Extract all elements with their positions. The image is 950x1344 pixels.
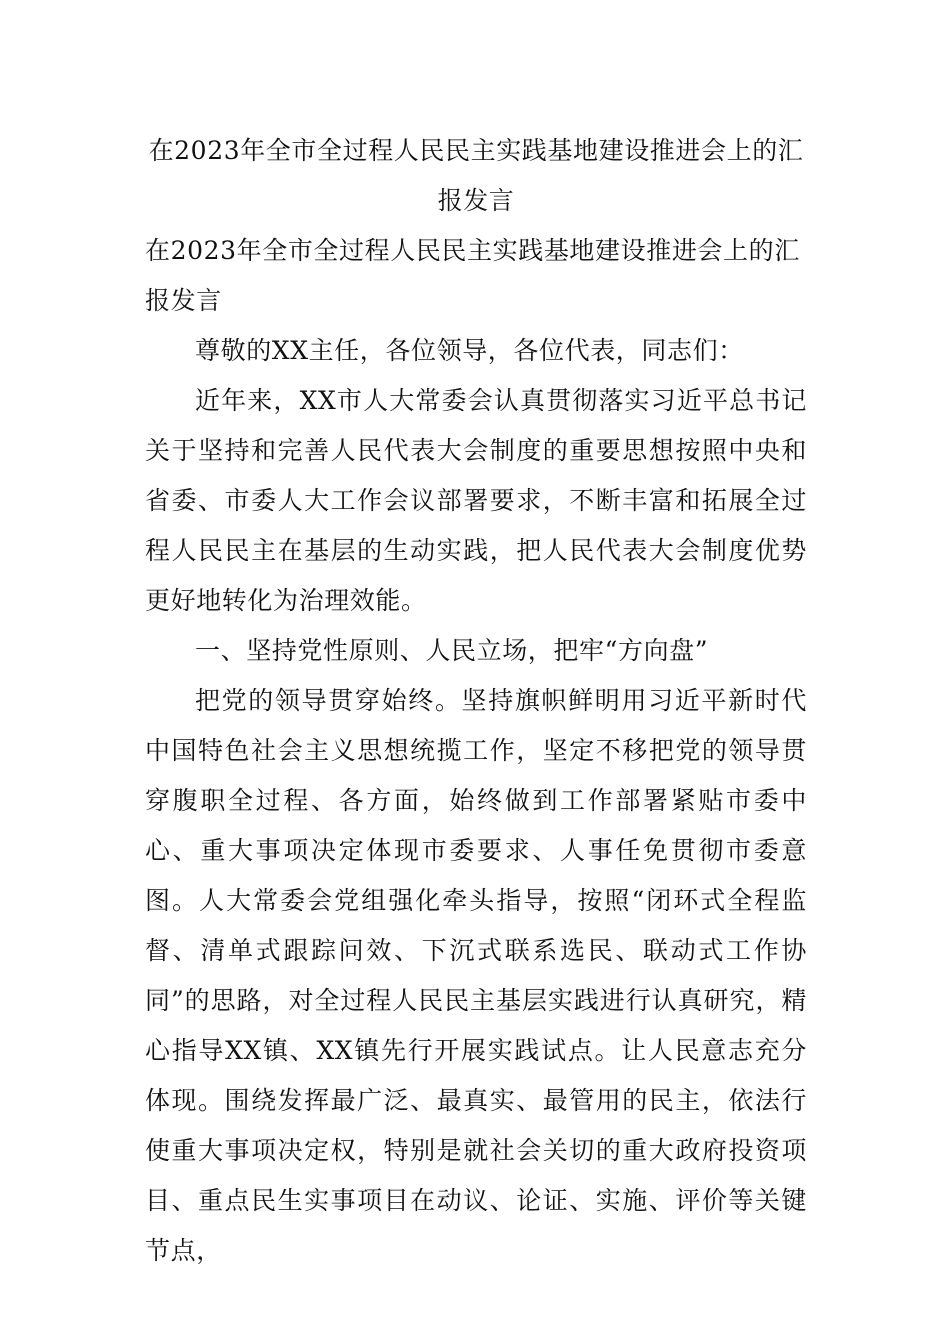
document-body [145,126,807,1276]
document-subtitle: 在2023年全市全过程人民民主实践基地建设推进会上的汇报发言 [145,236,800,315]
section-heading-1: 一、坚持党性原则、人民立场，把牢“方向盘” [195,636,709,665]
paragraph-party-leadership: 把党的领导贯穿始终。坚持旗帜鲜明用习近平新时代中国特色社会主义思想统揽工作，坚定不移把党的领导贯穿腹职全过程、各方面，始终做到工作部署紧贴市委中心、重大事项决定体现市委要求、人事任免贯彻市委意图。人大常委会党组强化牵头指导，按照“闭环式全程监督、清单式跟踪问效、下沉式联系选民、联动式工作协同”的思路，对全过程人民民主基层实践进行认真研究，精心指导XX镇、XX镇先行开展实践试点。让人民意志充分体现。围绕发挥最广泛、最真实、最管用的民主，依法行使重大事项决定权，特别是就社会关切的重大政府投资项目、重点民生实事项目在动议、论证、实施、评价等关键节点， [145,686,807,1265]
paragraph-intro: 近年来，XX市人大常委会认真贯彻落实习近平总书记关于坚持和完善人民代表大会制度的重要思想按照中央和省委、市委人大工作会议部署要求，不断丰富和拓展全过程人民民主在基层的生动实践，把人民代表大会制度优势更好地转化为治理效能。 [145,386,807,615]
salutation: 尊敬的XX主任，各位领导，各位代表，同志们： [195,336,744,365]
document-title: 在2023年全市全过程人民民主实践基地建设推进会上的汇报发言 [148,136,804,215]
